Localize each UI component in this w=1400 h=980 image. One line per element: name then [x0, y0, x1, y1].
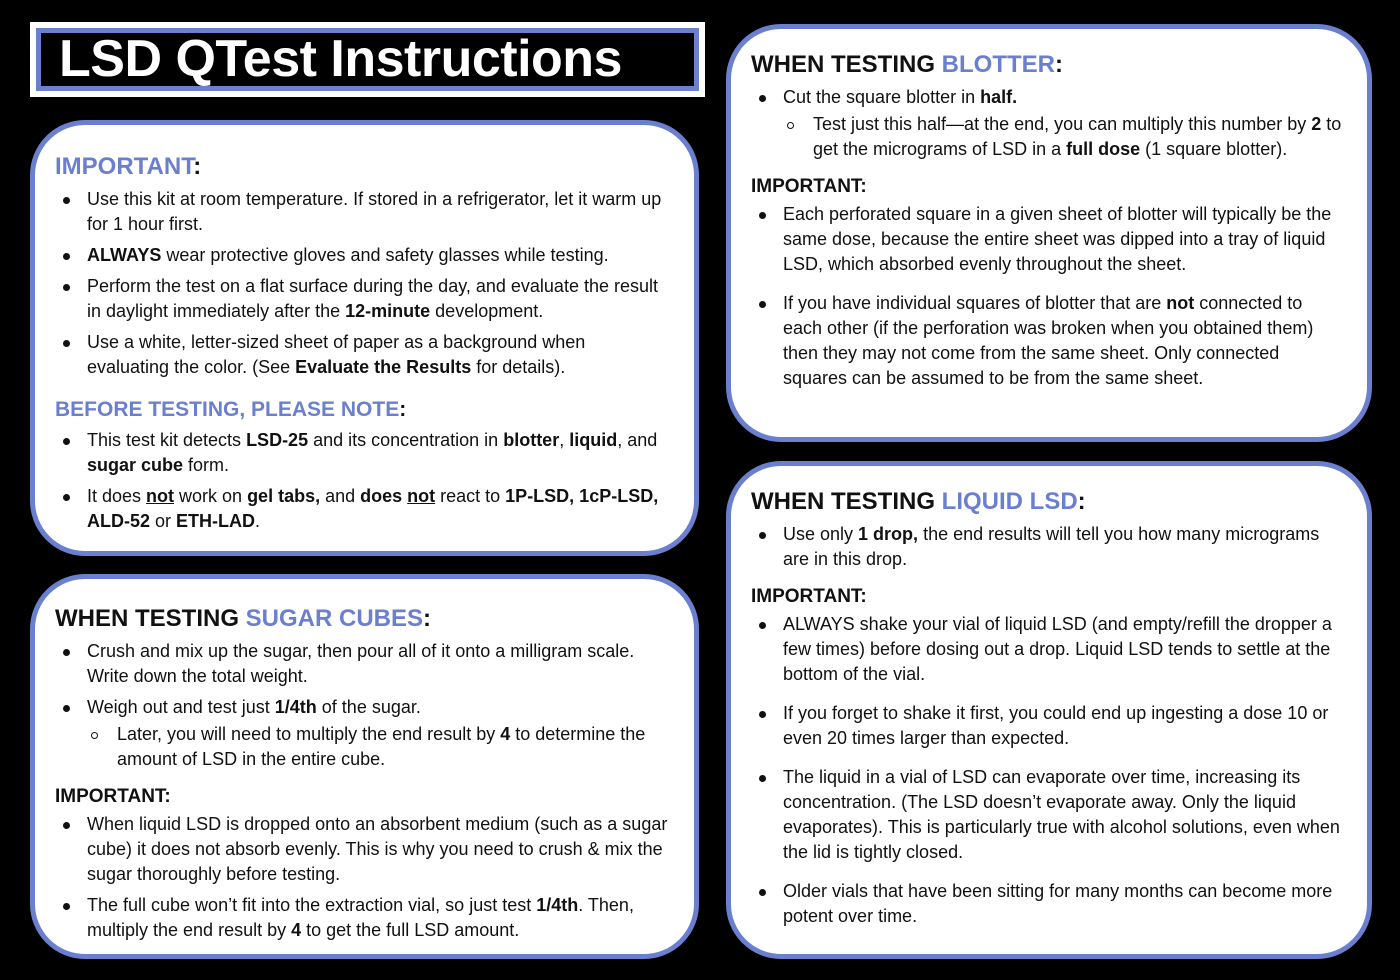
list-item [55, 274, 672, 324]
section-heading [55, 605, 672, 633]
text: the end results will tell you how many micrograms are in this drop. [783, 524, 1320, 569]
text: It does [87, 486, 147, 506]
emphasis-text: full dose [1066, 139, 1141, 159]
text: The full cube won’t fit into the extraction vial, so just test [87, 895, 537, 915]
text: form. [183, 455, 230, 475]
text: Later, you will need to multiply the end result by [117, 724, 501, 744]
section-heading: IMPORTANT: [751, 586, 867, 607]
emphasis-text: gel tabs, [247, 486, 321, 506]
list-item [55, 330, 672, 380]
text: and its concentration in [308, 430, 504, 450]
bullet-list [55, 187, 672, 380]
text: for details). [471, 357, 566, 377]
text: Use a white, letter-sized sheet of paper as a background when evaluating the color. (See [87, 332, 586, 377]
list-item [751, 701, 1345, 751]
card-important [30, 120, 699, 556]
heading-accent: BEFORE TESTING, PLEASE NOTE [55, 398, 400, 421]
section-heading: IMPORTANT: [751, 176, 867, 197]
text: to get the full LSD amount. [301, 920, 520, 940]
heading-colon: : [193, 153, 202, 180]
emphasis-text: 4 [500, 724, 511, 744]
text: or [150, 511, 177, 531]
heading-accent: IMPORTANT [55, 153, 194, 180]
emphasis-text: 12-minute [345, 301, 431, 321]
text: to get the micrograms of LSD in a [813, 114, 1342, 159]
heading-accent: LIQUID LSD [941, 488, 1078, 515]
heading-accent: BLOTTER [941, 51, 1055, 78]
text: If you forget to shake it first, you could end up ingesting a dose 10 or even 20 times larger than expected. [783, 703, 1329, 748]
heading-colon: : [1055, 51, 1063, 78]
section-heading [751, 488, 1345, 516]
list-item [55, 812, 672, 887]
list-item [751, 112, 1345, 162]
bullet-list [751, 85, 1345, 162]
emphasis-text: sugar cube [87, 455, 184, 475]
heading-prefix: WHEN TESTING [751, 488, 942, 515]
text: . [255, 511, 261, 531]
emphasis-text: 1/4th [274, 697, 317, 717]
list-item [55, 639, 672, 689]
text: Weigh out and test just [87, 697, 275, 717]
text: . Then, multiply the end result by [87, 895, 634, 940]
text: Older vials that have been sitting for many months can become more potent over time. [783, 881, 1333, 926]
text: When liquid LSD is dropped onto an absorbent medium (such as a sugar cube) it does not absorb evenly. This is why you need to crush & mix the sugar thoroughly before testing. [87, 814, 668, 884]
emphasis-text: 1P-LSD, 1cP-LSD, ALD-52 [87, 486, 659, 531]
list-item [55, 695, 672, 720]
bullet-list [55, 639, 672, 772]
section-heading [55, 153, 672, 181]
bullet-list [751, 522, 1345, 572]
text: Perform the test on a flat surface during the day, and evaluate the result in daylight immediately after the [87, 276, 658, 321]
card-blotter [726, 24, 1372, 442]
emphasis-text: liquid [569, 430, 618, 450]
emphasis-text: LSD-25 [246, 430, 309, 450]
list-item [751, 85, 1345, 110]
text: (1 square blotter). [1140, 139, 1288, 159]
heading-prefix: WHEN TESTING [55, 605, 246, 632]
emphasis-text: 4 [291, 920, 302, 940]
text: Use this kit at room temperature. If stored in a refrigerator, let it warm up for 1 hour first. [87, 189, 662, 234]
list-item [55, 484, 672, 534]
list-item [751, 522, 1345, 572]
emphasis-text: not [407, 486, 436, 506]
list-item [751, 879, 1345, 929]
list-item [55, 893, 672, 943]
emphasis-text: does [360, 486, 408, 506]
list-item [55, 722, 672, 772]
card-liquid-lsd [726, 461, 1372, 959]
list-item [55, 428, 672, 478]
heading-prefix: WHEN TESTING [751, 51, 942, 78]
text: Test just this half—at the end, you can multiply this number by [813, 114, 1312, 134]
text: to determine the amount of LSD in the entire cube. [117, 724, 646, 769]
emphasis-text: ALWAYS [87, 245, 162, 265]
heading-accent: SUGAR CUBES [245, 605, 424, 632]
text: , [559, 430, 570, 450]
bullet-list [55, 812, 672, 943]
text: of the sugar. [316, 697, 421, 717]
card-sugar-cubes [30, 574, 699, 959]
list-item [751, 202, 1345, 277]
emphasis-text: half. [980, 87, 1018, 107]
text: connected to each other (if the perforation was broken when you obtained them) then they may not come from the same sheet. Only connected squares can be assumed to be from the same sheet. [783, 293, 1314, 388]
emphasis-text: not [1166, 293, 1195, 313]
emphasis-text: 1/4th [536, 895, 579, 915]
text: and [320, 486, 361, 506]
section-heading [751, 51, 1345, 79]
bullet-list [751, 202, 1345, 391]
page-title: LSD QTest Instructions [36, 28, 699, 91]
text: If you have individual squares of blotter that are [783, 293, 1167, 313]
emphasis-text: not [146, 486, 175, 506]
list-item [55, 187, 672, 237]
text: Use only [783, 524, 859, 544]
heading-colon: : [423, 605, 432, 632]
text: Each perforated square in a given sheet of blotter will typically be the same dose, because the entire sheet was dipped into a tray of liquid LSD, which absorbed evenly throughout the sheet. [783, 204, 1332, 274]
text: work on [174, 486, 248, 506]
emphasis-text: 2 [1311, 114, 1322, 134]
section-heading [55, 398, 672, 422]
text: This test kit detects [87, 430, 247, 450]
text: wear protective gloves and safety glasses while testing. [161, 245, 609, 265]
heading-colon: : [1077, 488, 1086, 515]
section-heading: IMPORTANT: [55, 786, 171, 807]
list-item [751, 612, 1345, 687]
list-item [751, 765, 1345, 865]
bullet-list [55, 428, 672, 534]
text: The liquid in a vial of LSD can evaporate over time, increasing its concentration. (The LSD doesn’t evaporate away. Only the liquid evaporates). This is particularly true with alcohol solutions, even when the lid is tightly closed. [783, 767, 1340, 862]
emphasis-text: blotter [503, 430, 560, 450]
text: react to [435, 486, 506, 506]
text: ALWAYS shake your vial of liquid LSD (and empty/refill the dropper a few times) before dosing out a drop. Liquid LSD tends to settle at the bottom of the vial. [783, 614, 1332, 684]
emphasis-text: Evaluate the Results [295, 357, 472, 377]
list-item [55, 243, 672, 268]
text: Crush and mix up the sugar, then pour all of it onto a milligram scale. Write down the total weight. [87, 641, 635, 686]
heading-colon: : [399, 398, 407, 421]
list-item [751, 291, 1345, 391]
emphasis-text: 1 drop, [858, 524, 919, 544]
bullet-list [751, 612, 1345, 929]
emphasis-text: ETH-LAD [176, 511, 256, 531]
text: Cut the square blotter in [783, 87, 981, 107]
text: development. [430, 301, 544, 321]
title-banner [30, 22, 705, 97]
text: , and [617, 430, 658, 450]
